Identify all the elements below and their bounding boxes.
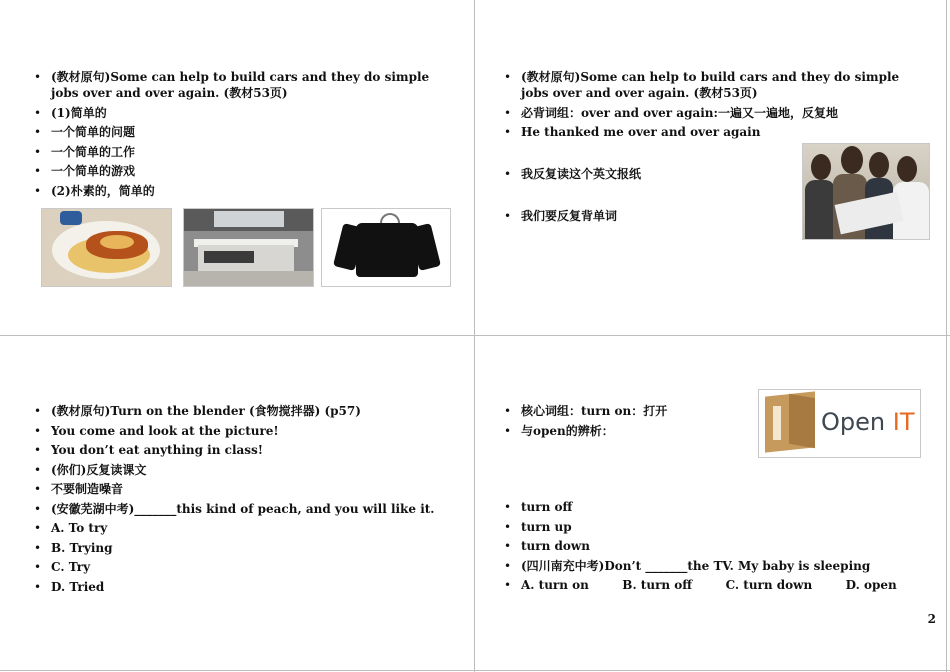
list-item: • turn down (504, 538, 924, 554)
logo-text-open: Open (821, 408, 886, 436)
open-it-logo-image (758, 389, 921, 458)
list-item: • turn off (504, 499, 924, 515)
slide-bottom-left (34, 403, 446, 598)
list-item: • (教材原句)Turn on the blender (食物搅拌器) (p57) (34, 403, 446, 419)
bullet-list (34, 69, 446, 199)
bullet-list (504, 403, 764, 439)
list-item: • 不要制造噪音 (34, 481, 446, 497)
bullet-list (504, 499, 924, 593)
right-border (946, 0, 947, 672)
logo-text-it: IT (885, 408, 915, 436)
list-item: • 与open的辨析： (504, 423, 764, 439)
slide-bottom-right-options (504, 499, 924, 597)
list-item: • D. Tried (34, 579, 446, 595)
list-item: • A. To try (34, 520, 446, 536)
list-item: • (四川南充中考)Don’t _______the TV. My baby is sleeping (504, 558, 924, 574)
list-item: • (教材原句)Some can help to build cars and they do simple jobs over and over again. (教材53页) (34, 69, 446, 101)
horizontal-divider (0, 335, 950, 336)
bullet-list (34, 403, 446, 595)
list-item: • turn up (504, 519, 924, 535)
list-item: • He thanked me over and over again (504, 124, 916, 140)
kitchen-image (183, 208, 314, 287)
list-item: • C. Try (34, 559, 446, 575)
list-item: • 一个简单的问题 (34, 124, 446, 140)
vertical-divider (474, 0, 475, 672)
page-number: 2 (927, 612, 936, 626)
list-item: • (1)简单的 (34, 105, 446, 121)
list-item: • (教材原句)Some can help to build cars and they do simple jobs over and over again. (教材53页) (504, 69, 916, 101)
list-item: • B. Trying (34, 540, 446, 556)
sweater-image (321, 208, 451, 287)
list-item: • 一个简单的工作 (34, 144, 446, 160)
pasta-image (41, 208, 172, 287)
list-item: • A. turn on B. turn off C. turn down D. open (504, 577, 924, 593)
list-item: • (2)朴素的，简单的 (34, 183, 446, 199)
slide-top-left (34, 69, 446, 202)
list-item: • 一个简单的游戏 (34, 163, 446, 179)
slide-bottom-right (504, 403, 764, 442)
list-item: • You don’t eat anything in class! (34, 442, 446, 458)
list-item: • (你们)反复读课文 (34, 462, 446, 478)
men-reading-newspaper-image (802, 143, 930, 240)
list-item: • You come and look at the picture! (34, 423, 446, 439)
list-item: • (安徽芜湖中考)_______this kind of peach, and you will like it. (34, 501, 446, 517)
bottom-border (0, 670, 950, 671)
list-item: • 我们要反复背单词 (504, 208, 916, 224)
list-item: • 核心词组：turn on：打开 (504, 403, 764, 419)
list-item: • 必背词组：over and over again:一遍又一遍地，反复地 (504, 105, 916, 121)
list-item: • 我反复读这个英文报纸 (504, 166, 916, 182)
